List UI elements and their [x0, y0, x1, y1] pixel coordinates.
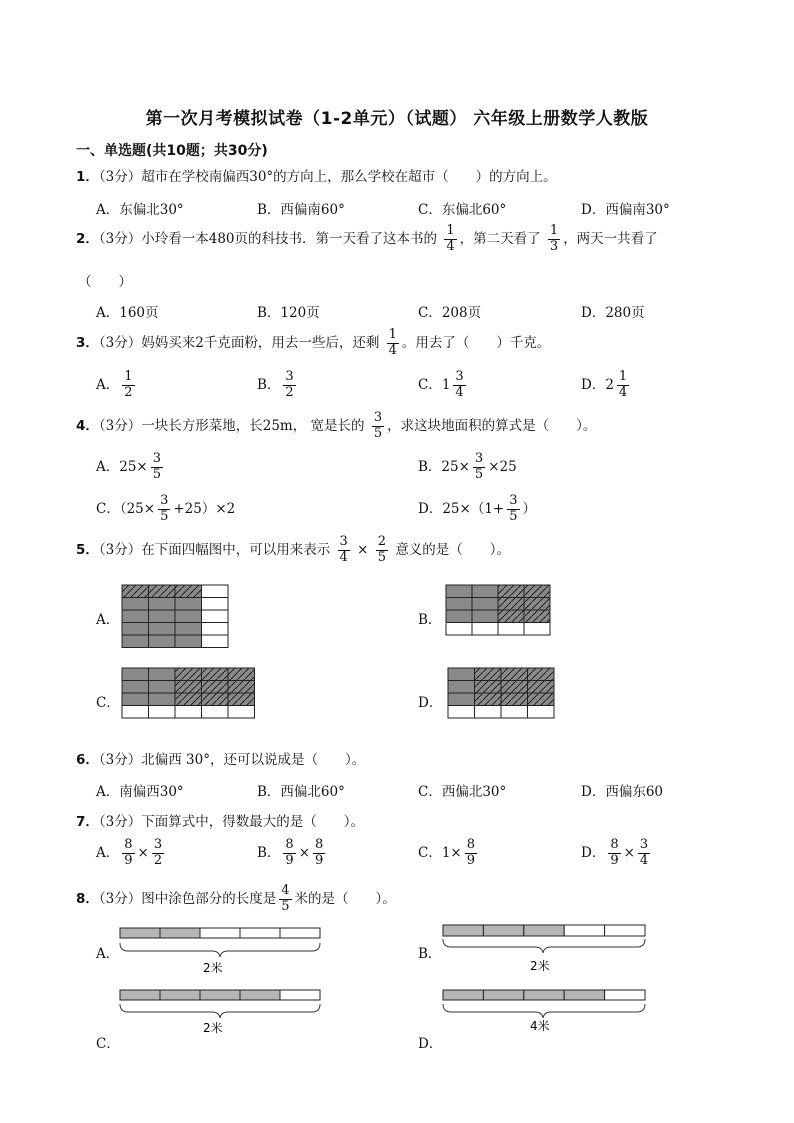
denominator: 9	[610, 852, 619, 868]
numerator: 2	[377, 534, 387, 549]
denominator: 4	[388, 342, 397, 358]
bar-segment	[280, 928, 320, 938]
question-number: 6．	[76, 752, 99, 768]
option-text: +25）×2	[173, 500, 236, 517]
bar-segment	[443, 990, 483, 1000]
times-sign: ×	[298, 844, 311, 861]
bar-length-label: 4米	[530, 1019, 550, 1033]
q6-option-d[interactable]: D．西偏东60	[581, 784, 664, 800]
q5-option-d[interactable]: D．	[418, 695, 443, 711]
question-text: 超市在学校南偏西30°的方向上，那么学校在超市（ ）的方向上。	[141, 169, 557, 185]
option-label: C．1	[418, 376, 451, 393]
question-score: （3分）	[98, 334, 142, 351]
denominator: 9	[124, 852, 133, 868]
question-score: （3分）	[98, 814, 142, 830]
bar-segment	[564, 990, 604, 1000]
q1-option-d[interactable]: D．西偏南30°	[581, 202, 670, 218]
bar-length-label: 2米	[203, 961, 223, 975]
bar-segment	[483, 990, 523, 1000]
option-label: A．	[96, 844, 120, 861]
question-score: （3分）	[98, 541, 142, 558]
question-number: 4．	[76, 417, 99, 434]
numerator: 3	[160, 493, 169, 508]
question-text: 一块长方形菜地，长25m， 宽是长的	[141, 417, 365, 434]
q5-option-b[interactable]: B．	[418, 612, 442, 628]
bar-segment	[524, 925, 564, 936]
numerator: 1	[446, 223, 455, 238]
brace	[120, 1004, 320, 1018]
bar-segment	[240, 990, 280, 1000]
numerator: 8	[124, 837, 133, 852]
denominator: 2	[285, 384, 294, 400]
bar-figure-d	[443, 990, 645, 1033]
numerator: 3	[455, 369, 464, 384]
numerator: 8	[466, 837, 476, 852]
numerator: 8	[285, 837, 294, 852]
option-label: D．2	[581, 376, 614, 393]
denominator: 4	[455, 384, 464, 400]
q1-option-b[interactable]: B．西偏南60°	[257, 202, 345, 218]
numerator: 3	[474, 451, 484, 466]
q6-option-c[interactable]: C．西偏北30°	[418, 784, 507, 800]
denominator: 5	[509, 508, 518, 524]
denominator: 5	[474, 466, 484, 482]
q2-option-d[interactable]: D．280页	[581, 305, 645, 321]
q6-option-b[interactable]: B．西偏北60°	[257, 784, 345, 800]
bar-segment	[564, 925, 604, 936]
option-label: A．	[96, 376, 120, 393]
question-text: 米的是（ ）。	[294, 890, 396, 907]
q2-option-a[interactable]: A．160页	[96, 305, 159, 321]
denominator: 4	[446, 238, 455, 254]
question-text: 。用去了（ ）千克。	[401, 334, 551, 351]
denominator: 2	[153, 852, 163, 868]
times-sign: ×	[137, 844, 149, 861]
bar-segment	[120, 928, 160, 938]
question-score: （3分）	[98, 230, 142, 247]
question-text: 下面算式中，得数最大的是（ ）。	[141, 814, 364, 830]
option-label: D．	[581, 844, 606, 861]
q5-option-a[interactable]: A．	[96, 612, 120, 628]
bar-segment	[160, 990, 200, 1000]
denominator: 4	[639, 852, 649, 868]
option-text: ）	[522, 500, 536, 517]
section-heading: 一、单选题(共10题；共30分)	[76, 143, 268, 159]
times-sign: ×	[357, 541, 369, 558]
question-number: 8．	[76, 890, 99, 907]
numerator: 8	[315, 837, 324, 852]
numerator: 3	[373, 410, 383, 425]
question-2-continuation: （ ）	[78, 274, 132, 290]
numerator: 1	[388, 327, 397, 342]
page-title: 第一次月考模拟试卷（1-2单元）（试题） 六年级上册数学人教版	[145, 109, 649, 129]
question-score: （3分）	[98, 169, 142, 185]
bar-segment	[160, 928, 200, 938]
numerator: 3	[153, 837, 163, 852]
brace	[120, 943, 320, 957]
bar-figure-c	[120, 990, 320, 1035]
q8-option-c[interactable]: C．	[96, 1036, 120, 1052]
option-label: B．	[257, 844, 281, 861]
bar-segment	[280, 990, 320, 1000]
question-number: 3．	[76, 334, 99, 351]
denominator: 9	[315, 852, 324, 868]
bar-segment	[200, 928, 240, 938]
question-score: （3分）	[98, 752, 142, 768]
q1-option-a[interactable]: A．东偏北30°	[96, 202, 184, 218]
bar-segment	[443, 925, 483, 936]
denominator: 4	[618, 384, 628, 400]
denominator: 5	[377, 549, 387, 565]
numerator: 3	[152, 451, 162, 466]
question-number: 7．	[76, 814, 99, 830]
option-label: B．	[257, 376, 281, 393]
brace	[443, 1004, 645, 1018]
bar-figure-a	[120, 928, 320, 975]
numerator: 3	[285, 369, 294, 384]
bar-segment	[240, 928, 280, 938]
denominator: 2	[124, 384, 133, 400]
q5-option-c[interactable]: C．	[96, 695, 120, 711]
denominator: 5	[373, 425, 383, 441]
denominator: 9	[285, 852, 294, 868]
bar-segment	[605, 990, 645, 1000]
q6-option-a[interactable]: A．南偏西30°	[96, 784, 184, 800]
question-score: （3分）	[98, 890, 142, 907]
denominator: 4	[339, 549, 348, 565]
q2-option-b[interactable]: B．120页	[257, 305, 320, 321]
bar-figure-b	[443, 925, 645, 973]
q2-option-c[interactable]: C．208页	[418, 305, 482, 321]
brace	[443, 939, 645, 953]
denominator: 3	[549, 238, 559, 254]
option-label: C．1×	[418, 844, 462, 861]
question-text: 妈妈买来2千克面粉，用去一些后，还剩	[141, 334, 380, 351]
question-text: ，求这块地面积的算式是（ ）。	[387, 417, 597, 434]
numerator: 1	[124, 369, 133, 384]
bar-length-label: 2米	[530, 959, 550, 973]
q1-option-c[interactable]: C．东偏北60°	[418, 202, 507, 218]
denominator: 5	[152, 466, 162, 482]
numerator: 3	[509, 493, 518, 508]
question-number: 5．	[76, 541, 99, 558]
bar-segment	[605, 925, 645, 936]
question-number: 2．	[76, 230, 99, 247]
bar-segment	[483, 925, 523, 936]
question-score: （3分）	[98, 417, 142, 434]
option-label: B．25×	[418, 458, 470, 475]
q8-option-a[interactable]: A．	[96, 946, 120, 962]
numerator: 1	[618, 369, 628, 384]
numerator: 3	[639, 837, 649, 852]
q8-option-d[interactable]: D．	[418, 1036, 443, 1052]
denominator: 9	[466, 852, 476, 868]
numerator: 4	[281, 883, 290, 898]
option-label: C．（25×	[96, 500, 156, 517]
option-label: A．25×	[96, 458, 148, 475]
numerator: 1	[549, 223, 559, 238]
question-text: 小玲看一本480页的科技书．第一天看了这本书的	[141, 230, 438, 247]
question-text: 图中涂色部分的长度是	[141, 890, 277, 907]
times-sign: ×	[623, 844, 635, 861]
bar-segment	[200, 990, 240, 1000]
question-text: 意义的是（ ）。	[395, 541, 511, 558]
numerator: 8	[610, 837, 619, 852]
question-text: ，两天一共看了	[563, 230, 658, 247]
denominator: 5	[281, 898, 290, 914]
option-label: D．25×（1+	[418, 500, 505, 517]
numerator: 3	[339, 534, 348, 549]
denominator: 5	[160, 508, 169, 524]
question-text: 在下面四幅图中，可以用来表示	[141, 541, 331, 558]
question-text: ，第二天看了	[459, 230, 541, 247]
q8-option-b[interactable]: B．	[418, 946, 442, 962]
bar-segment	[120, 990, 160, 1000]
bar-length-label: 2米	[203, 1021, 223, 1035]
bar-segment	[524, 990, 564, 1000]
question-number: 1．	[76, 169, 99, 185]
question-text: 北偏西 30°，还可以说成是（ ）。	[141, 752, 366, 768]
option-text: ×25	[488, 458, 517, 475]
